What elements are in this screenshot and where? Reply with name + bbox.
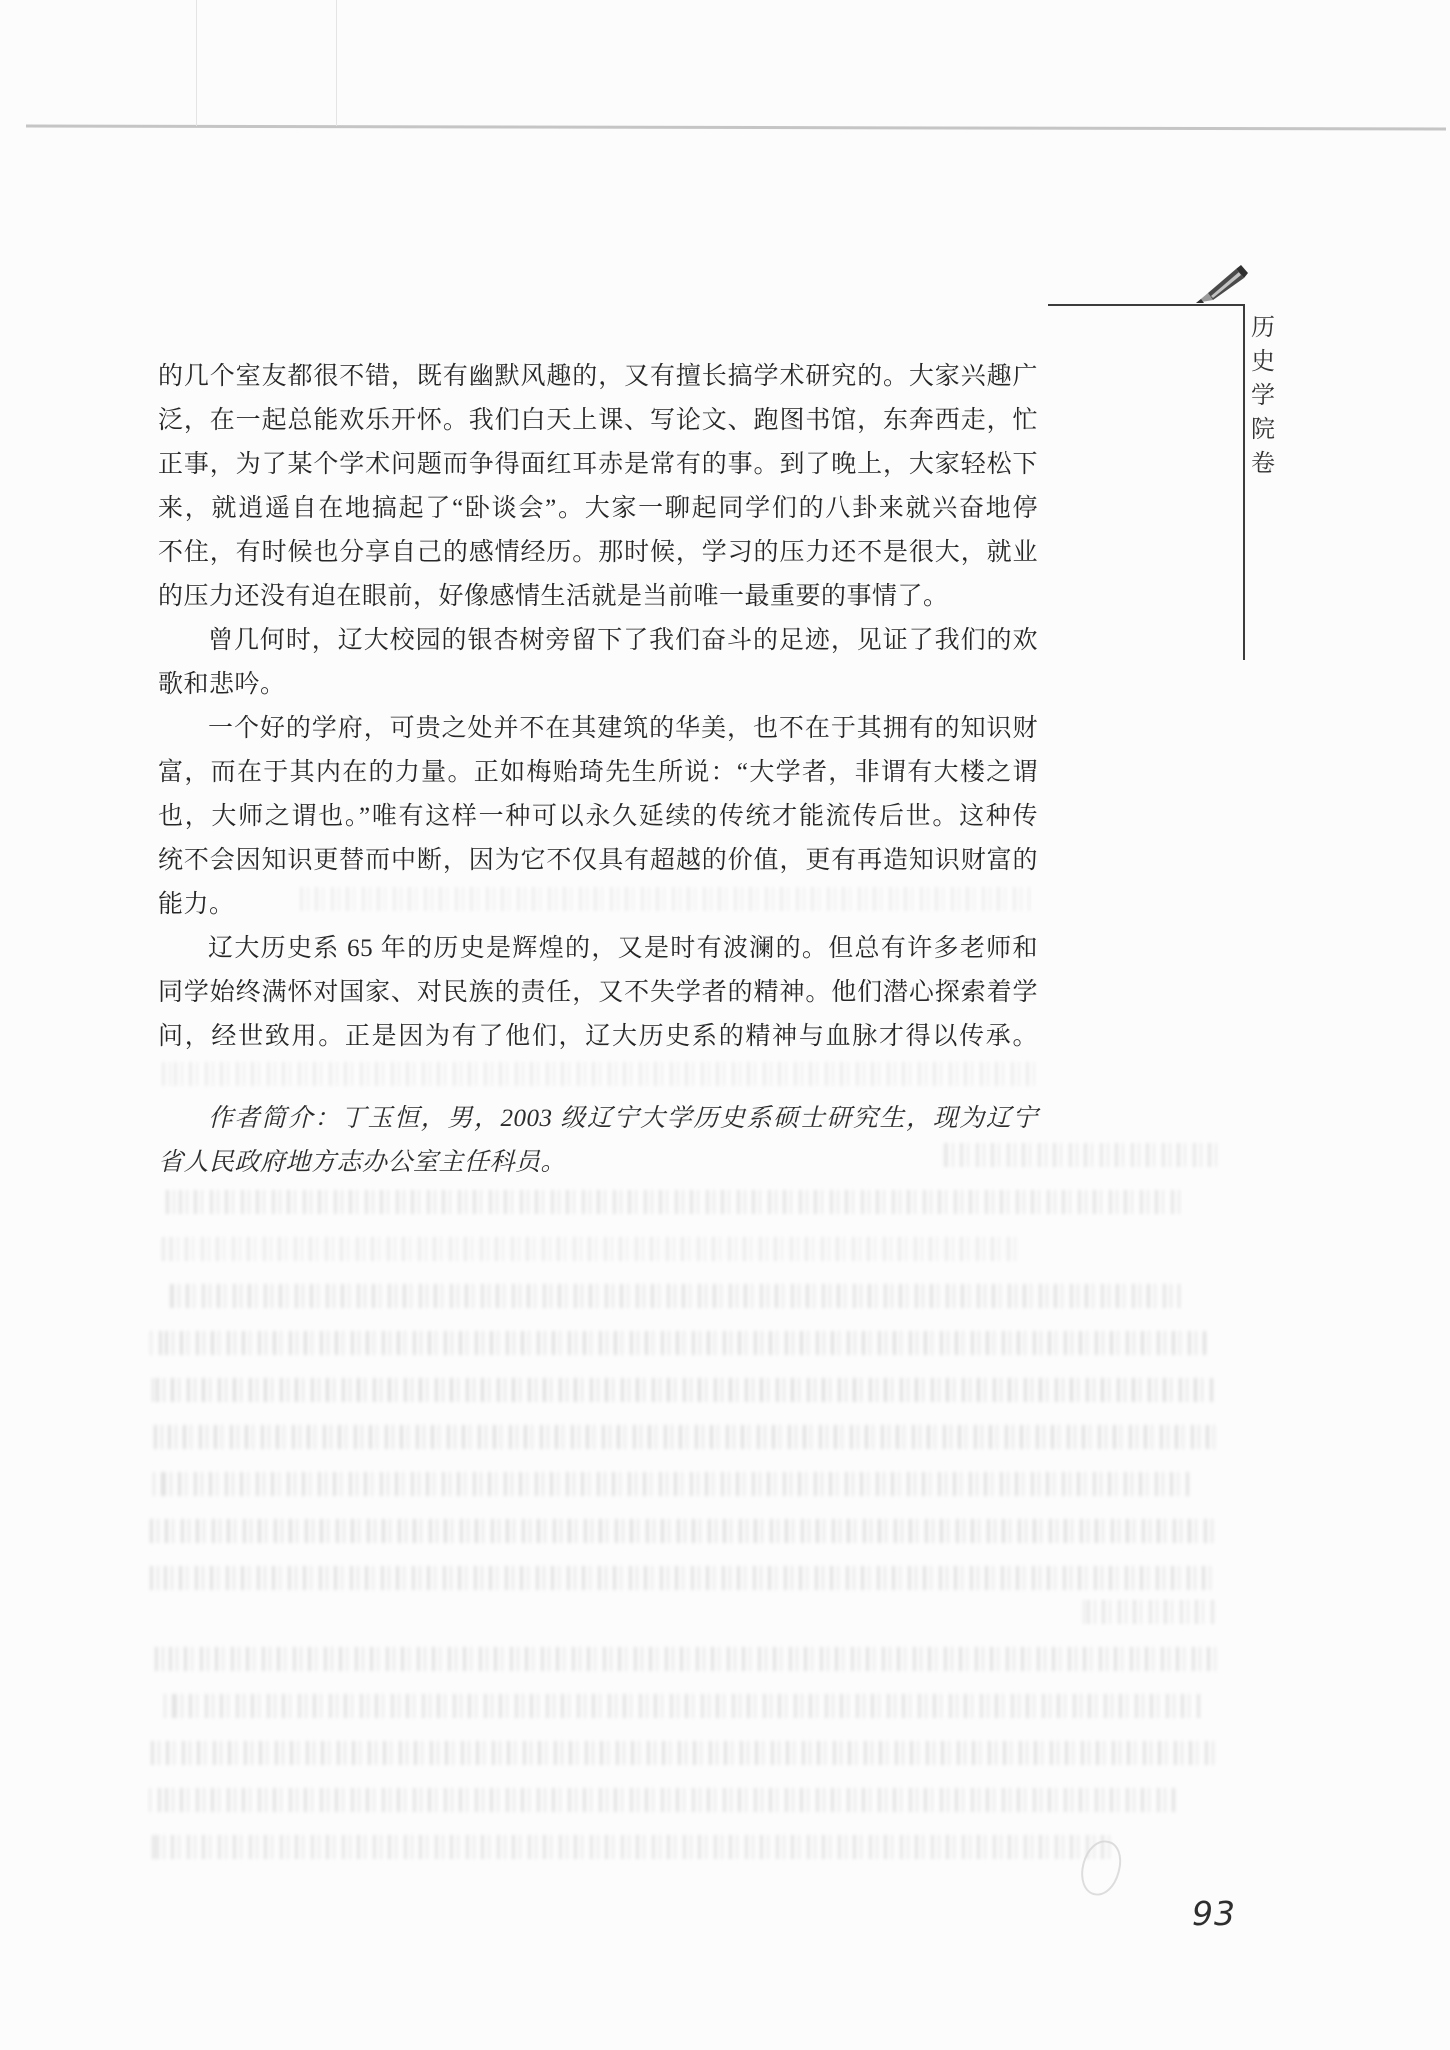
- bleed-through-row: [148, 1519, 1216, 1543]
- scan-edge-line: [26, 125, 1446, 131]
- scan-hairline: [196, 0, 197, 126]
- tab-char: 院: [1251, 417, 1275, 443]
- tab-horizontal-rule: [1048, 304, 1245, 306]
- tab-char: 史: [1251, 349, 1275, 375]
- text-line: 泛，在一起总能欢乐开怀。我们白天上课、写论文、跑图书馆，东奔西走，忙: [158, 407, 1038, 434]
- tab-char: 历: [1251, 315, 1275, 341]
- pencil-icon: [1190, 260, 1250, 308]
- bleed-through-row: [300, 887, 1030, 911]
- bio-line: 作者简介：丁玉恒，男，2003 级辽宁大学历史系硕士研究生，现为辽宁: [208, 1105, 1038, 1132]
- text-line: 富，而在于其内在的力量。正如梅贻琦先生所说：“大学者，非谓有大楼之谓: [158, 759, 1038, 786]
- bleed-through-row: [160, 1062, 1040, 1086]
- bleed-through-row: [148, 1425, 1216, 1449]
- volume-tab-label: [1250, 316, 1276, 477]
- text-line: 的压力还没有迫在眼前，好像感情生活就是当前唯一最重要的事情了。: [158, 583, 949, 610]
- tab-char: 卷: [1251, 451, 1275, 477]
- text-line: 辽大历史系 65 年的历史是辉煌的，又是时有波澜的。但总有许多老师和: [208, 935, 1038, 962]
- bleed-through-row: [152, 1472, 1192, 1496]
- bleed-through-row: [1080, 1600, 1215, 1624]
- text-line: 来，就逍遥自在地搞起了“卧谈会”。大家一聊起同学们的八卦来就兴奋地停: [158, 495, 1038, 522]
- bleed-through-row: [148, 1788, 1178, 1812]
- text-line: 能力。: [158, 891, 235, 918]
- bleed-through-row: [148, 1741, 1216, 1765]
- bleed-through-row: [160, 1237, 1020, 1261]
- bleed-through-row: [170, 1284, 1180, 1308]
- text-line: 不住，有时候也分享自己的感情经历。那时候，学习的压力还不是很大，就业: [158, 539, 1038, 566]
- bleed-through-row: [148, 1566, 1216, 1590]
- text-line: 曾几何时，辽大校园的银杏树旁留下了我们奋斗的足迹，见证了我们的欢: [208, 627, 1038, 654]
- bleed-through-row: [148, 1835, 1113, 1859]
- author-bio-block: [158, 1097, 1038, 1185]
- bleed-through-row: [150, 1378, 1215, 1402]
- text-line: 统不会因知识更替而中断，因为它不仅具有超越的价值，更有再造知识财富的: [158, 847, 1038, 874]
- bleed-through-row: [150, 1331, 1210, 1355]
- bleed-through-row: [162, 1694, 1202, 1718]
- text-line: 一个好的学府，可贵之处并不在其建筑的华美，也不在于其拥有的知识财: [208, 715, 1038, 742]
- main-text-block: [158, 355, 1038, 1059]
- bleed-through-row: [940, 1143, 1220, 1167]
- text-line: 问，经世致用。正是因为有了他们，辽大历史系的精神与血脉才得以传承。: [158, 1023, 1038, 1050]
- text-line: 也，大师之谓也。”唯有这样一种可以永久延续的传统才能流传后世。这种传: [158, 803, 1038, 830]
- tab-char: 学: [1251, 383, 1275, 409]
- bleed-through-row: [160, 1190, 1180, 1214]
- page-number: 93: [1192, 1894, 1236, 1933]
- text-line: 同学始终满怀对国家、对民族的责任，又不失学者的精神。他们潜心探索着学: [158, 979, 1038, 1006]
- bio-line: 省人民政府地方志办公室主任科员。: [158, 1149, 567, 1176]
- text-line: 歌和悲吟。: [158, 671, 286, 698]
- tab-vertical-rule: [1243, 304, 1245, 660]
- text-line: 正事，为了某个学术问题而争得面红耳赤是常有的事。到了晚上，大家轻松下: [158, 451, 1038, 478]
- text-line: 的几个室友都很不错，既有幽默风趣的，又有擅长搞学术研究的。大家兴趣广: [158, 363, 1038, 390]
- scan-hairline: [336, 0, 337, 126]
- bleed-through-row: [148, 1647, 1216, 1671]
